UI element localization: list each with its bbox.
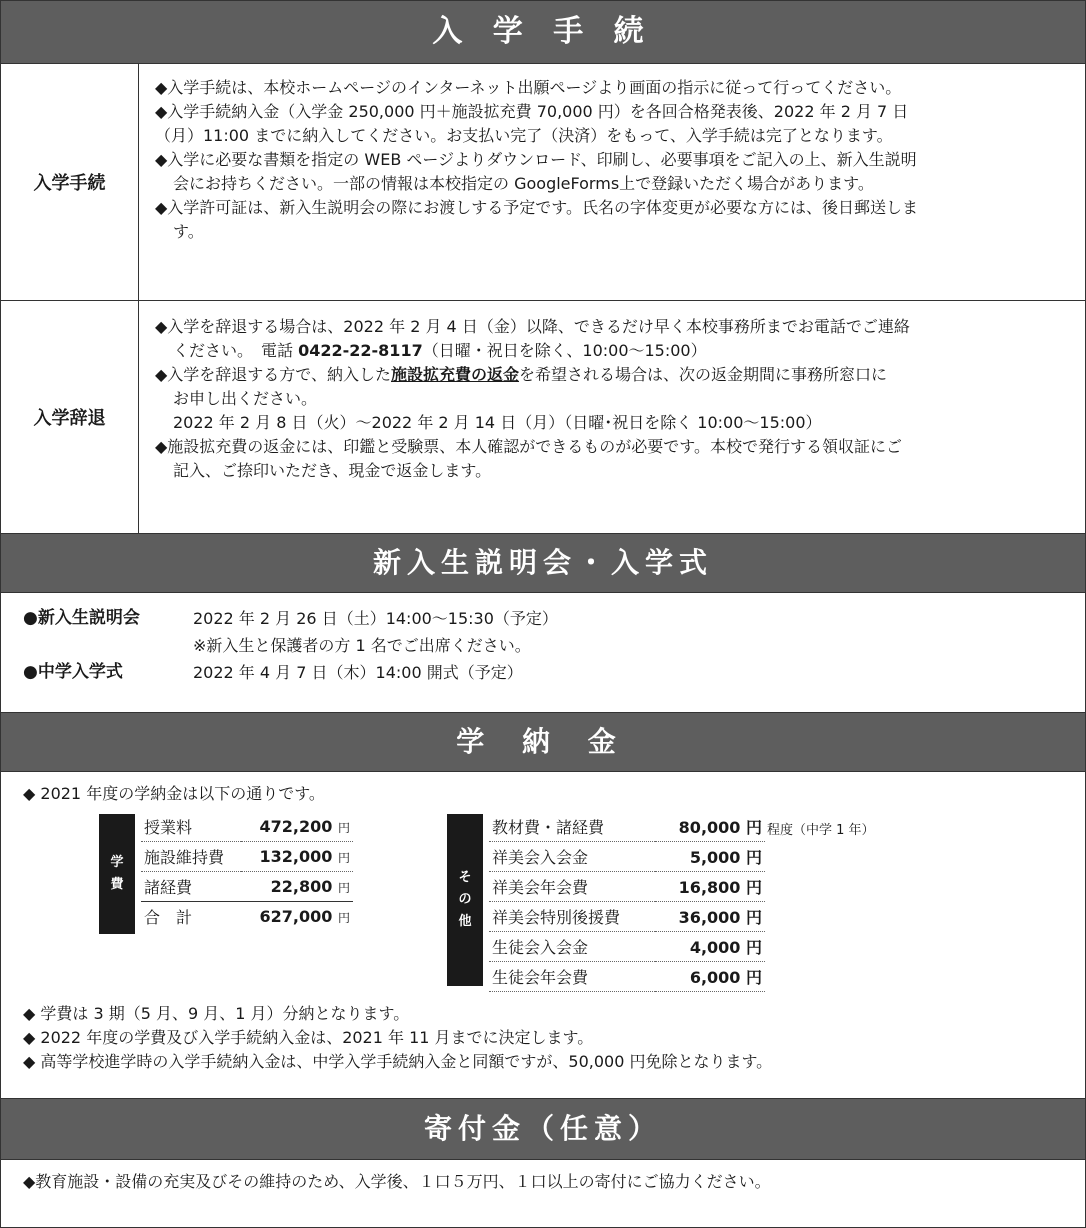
table-row: 祥美会入会金 5,000 円 xyxy=(489,842,765,872)
text-line: ◆入学手続は、本校ホームページのインターネット出願ページより画面の指示に従って行ってください。 xyxy=(155,78,902,97)
text-span: ◆入学を辞退する方で、納入した xyxy=(155,365,391,384)
event-date: 2022 年 2 月 26 日（土）14:00～15:30（予定） xyxy=(193,609,558,628)
event-label: ●中学入学式 xyxy=(23,662,123,682)
text-span: を希望される場合は、次の返金期間に事務所窓口に xyxy=(519,365,888,384)
row-label: 入学辞退 xyxy=(1,301,139,533)
section-header-fees xyxy=(1,713,1085,772)
refund-emphasis: 施設拡充費の返金 xyxy=(391,365,520,384)
row-body xyxy=(139,64,1085,300)
text-line: ◆入学許可証は、新入生説明会の際にお渡しする予定です。氏名の字体変更が必要な方には、後日郵送しま xyxy=(155,198,919,217)
section-title: 入 学 手 続 xyxy=(432,14,654,49)
fees-note: ◆ 2022 年度の学費及び入学手続納入金は、2021 年 11 月までに決定します。 xyxy=(23,1028,594,1047)
text-line: ◆入学を辞退する場合は、2022 年 2 月 4 日（金）以降、できるだけ早く本校事務所までお電話でご連絡 xyxy=(155,317,910,336)
text-span: ください。 電話 xyxy=(173,341,299,360)
text-line: ◆入学手続納入金（入学金 250,000 円＋施設拡充費 70,000 円）を各回合格発表後、2022 年 2 月 7 日 xyxy=(155,102,909,121)
table-total-row: 合 計 627,000 円 xyxy=(141,902,353,932)
table-row: 教材費・諸経費 80,000 円 xyxy=(489,812,765,842)
table-row: 生徒会年会費 6,000 円 xyxy=(489,962,765,992)
fees-note: ◆ 高等学校進学時の入学手続納入金は、中学入学手続納入金と同額ですが、50,000 円免除となります。 xyxy=(23,1052,773,1071)
row-admission-procedure xyxy=(1,64,1085,301)
table-row: 祥美会年会費 16,800 円 xyxy=(489,872,765,902)
tuition-vertical-label: 学 費 xyxy=(99,814,135,934)
materials-note: 程度（中学 1 年） xyxy=(767,823,875,838)
row-body xyxy=(139,301,1085,533)
tuition-table xyxy=(141,812,353,931)
phone-number: 0422-22-8117 xyxy=(298,341,423,360)
text-line xyxy=(155,363,1069,387)
event-date: 2022 年 4 月 7 日（木）14:00 開式（予定） xyxy=(193,663,523,682)
text-line: 2022 年 2 月 8 日（火）～2022 年 2 月 14 日（月）（日曜･祝日を除く 10:00～15:00） xyxy=(173,413,822,432)
event-orientation xyxy=(23,605,1063,632)
section-header-orientation xyxy=(1,534,1085,593)
section-header-admission xyxy=(1,1,1085,64)
fee-tables xyxy=(23,812,1063,992)
table-row: 祥美会特別後援費 36,000 円 xyxy=(489,902,765,932)
section-title: 新入生説明会・入学式 xyxy=(372,546,713,579)
section-title: 寄付金（任意） xyxy=(423,1112,662,1145)
row-admission-withdrawal xyxy=(1,301,1085,534)
text-line: ◆入学に必要な書類を指定の WEB ページよりダウンロード、印刷し、必要事項をご記入の上、新入生説明 xyxy=(155,150,917,169)
fees-note: ◆ 学費は 3 期（5 月、9 月、1 月）分納となります。 xyxy=(23,1004,410,1023)
table-row: 施設維持費 132,000 円 xyxy=(141,842,353,872)
text-line: 記入、ご捺印いただき、現金で返金します。 xyxy=(173,461,492,480)
donation xyxy=(1,1160,1085,1204)
event-label: ●新入生説明会 xyxy=(23,608,140,628)
text-line: お申し出ください。 xyxy=(173,389,318,408)
table-row: 授業料 472,200 円 xyxy=(141,812,353,842)
event-note-text: ※新入生と保護者の方 1 名でご出席ください。 xyxy=(193,636,531,655)
donation-text: ◆教育施設・設備の充実及びその維持のため、入学後、１口５万円、１口以上の寄付にご協力ください。 xyxy=(23,1172,771,1191)
text-line xyxy=(155,339,1069,363)
other-fees-table xyxy=(489,812,765,992)
events xyxy=(1,593,1085,713)
section-title: 学 納 金 xyxy=(456,725,630,758)
text-span: （日曜・祝日を除く、10:00～15:00） xyxy=(422,341,707,360)
text-line: す。 xyxy=(173,222,204,241)
text-line: ◆施設拡充費の返金には、印鑑と受験票、本人確認ができるものが必要です。本校で発行する領収証にご xyxy=(155,437,903,456)
row-label: 入学手続 xyxy=(1,64,139,300)
fees-intro: ◆ 2021 年度の学納金は以下の通りです。 xyxy=(23,784,325,803)
table-row: 諸経費 22,800 円 xyxy=(141,872,353,902)
other-vertical-label: そ の 他 xyxy=(447,814,483,986)
section-header-donation xyxy=(1,1099,1085,1160)
event-note xyxy=(23,632,1063,659)
table-row: 生徒会入会金 4,000 円 xyxy=(489,932,765,962)
text-line: 会にお持ちください。一部の情報は本校指定の GoogleForms上で登録いただく場合があります。 xyxy=(173,174,874,193)
fees xyxy=(1,772,1085,1099)
event-ceremony xyxy=(23,659,1063,686)
text-line: （月）11:00 までに納入してください。お支払い完了（決済）をもって、入学手続は完了となります。 xyxy=(155,126,893,145)
